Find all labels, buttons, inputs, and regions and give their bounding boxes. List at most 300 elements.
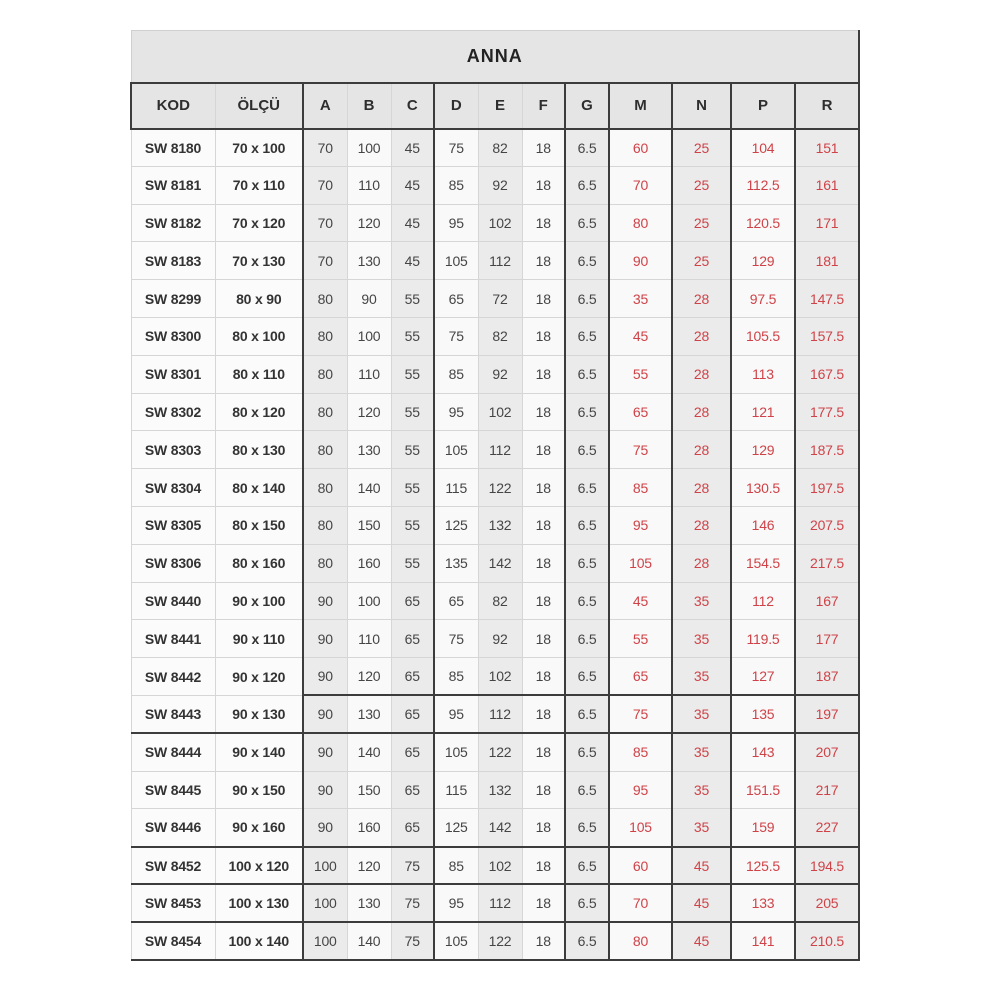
cell-d: 105 — [434, 242, 478, 280]
cell-g: 6.5 — [565, 204, 609, 242]
cell-m: 95 — [609, 771, 672, 809]
cell-n: 35 — [672, 809, 731, 847]
table-row — [131, 355, 859, 393]
cell-kod: SW 8442 — [131, 658, 215, 696]
cell-b: 90 — [347, 280, 391, 318]
cell-m: 70 — [609, 884, 672, 922]
table-row — [131, 771, 859, 809]
cell-m: 65 — [609, 658, 672, 696]
cell-p: 113 — [731, 355, 795, 393]
cell-f: 18 — [522, 204, 565, 242]
cell-olcu: 100 x 140 — [215, 922, 303, 960]
cell-olcu: 80 x 120 — [215, 393, 303, 431]
cell-d: 95 — [434, 204, 478, 242]
cell-n: 28 — [672, 469, 731, 507]
cell-a: 80 — [303, 506, 347, 544]
cell-e: 112 — [478, 695, 522, 733]
cell-c: 75 — [391, 884, 434, 922]
cell-r: 147.5 — [795, 280, 859, 318]
cell-b: 110 — [347, 166, 391, 204]
cell-g: 6.5 — [565, 469, 609, 507]
cell-c: 55 — [391, 355, 434, 393]
cell-olcu: 80 x 150 — [215, 506, 303, 544]
cell-f: 18 — [522, 506, 565, 544]
cell-r: 177 — [795, 620, 859, 658]
cell-p: 104 — [731, 129, 795, 167]
cell-d: 125 — [434, 506, 478, 544]
cell-m: 65 — [609, 393, 672, 431]
cell-r: 207.5 — [795, 506, 859, 544]
cell-b: 120 — [347, 204, 391, 242]
cell-f: 18 — [522, 922, 565, 960]
cell-r: 151 — [795, 129, 859, 167]
table-row — [131, 695, 859, 733]
cell-c: 65 — [391, 809, 434, 847]
table-row — [131, 884, 859, 922]
cell-olcu: 70 x 120 — [215, 204, 303, 242]
table-row — [131, 204, 859, 242]
cell-d: 95 — [434, 393, 478, 431]
cell-r: 197.5 — [795, 469, 859, 507]
cell-c: 65 — [391, 733, 434, 771]
cell-olcu: 90 x 160 — [215, 809, 303, 847]
cell-c: 55 — [391, 544, 434, 582]
cell-n: 45 — [672, 884, 731, 922]
cell-g: 6.5 — [565, 695, 609, 733]
cell-e: 102 — [478, 393, 522, 431]
cell-g: 6.5 — [565, 658, 609, 696]
cell-f: 18 — [522, 847, 565, 885]
column-header-g: G — [565, 83, 609, 129]
cell-g: 6.5 — [565, 355, 609, 393]
table-row — [131, 166, 859, 204]
cell-b: 130 — [347, 242, 391, 280]
cell-d: 85 — [434, 658, 478, 696]
cell-olcu: 90 x 150 — [215, 771, 303, 809]
cell-olcu: 90 x 140 — [215, 733, 303, 771]
cell-a: 80 — [303, 355, 347, 393]
cell-d: 65 — [434, 582, 478, 620]
cell-n: 35 — [672, 695, 731, 733]
cell-olcu: 70 x 130 — [215, 242, 303, 280]
column-header-a: A — [303, 83, 347, 129]
cell-f: 18 — [522, 129, 565, 167]
column-header-olcu: ÖLÇÜ — [215, 83, 303, 129]
cell-kod: SW 8182 — [131, 204, 215, 242]
cell-a: 80 — [303, 280, 347, 318]
cell-b: 140 — [347, 469, 391, 507]
cell-kod: SW 8181 — [131, 166, 215, 204]
cell-p: 127 — [731, 658, 795, 696]
cell-b: 110 — [347, 355, 391, 393]
cell-r: 167.5 — [795, 355, 859, 393]
cell-kod: SW 8452 — [131, 847, 215, 885]
cell-kod: SW 8444 — [131, 733, 215, 771]
cell-a: 70 — [303, 129, 347, 167]
cell-g: 6.5 — [565, 544, 609, 582]
cell-f: 18 — [522, 809, 565, 847]
cell-d: 95 — [434, 695, 478, 733]
cell-n: 28 — [672, 393, 731, 431]
cell-c: 65 — [391, 620, 434, 658]
cell-a: 90 — [303, 771, 347, 809]
cell-d: 75 — [434, 620, 478, 658]
cell-n: 28 — [672, 280, 731, 318]
cell-kod: SW 8302 — [131, 393, 215, 431]
cell-d: 115 — [434, 771, 478, 809]
cell-e: 82 — [478, 129, 522, 167]
table-row — [131, 431, 859, 469]
cell-g: 6.5 — [565, 620, 609, 658]
table-row — [131, 469, 859, 507]
cell-n: 28 — [672, 544, 731, 582]
cell-n: 25 — [672, 129, 731, 167]
cell-e: 132 — [478, 506, 522, 544]
cell-d: 135 — [434, 544, 478, 582]
cell-c: 65 — [391, 695, 434, 733]
cell-g: 6.5 — [565, 922, 609, 960]
cell-b: 100 — [347, 582, 391, 620]
cell-kod: SW 8454 — [131, 922, 215, 960]
cell-g: 6.5 — [565, 393, 609, 431]
cell-kod: SW 8443 — [131, 695, 215, 733]
table-row — [131, 242, 859, 280]
cell-kod: SW 8183 — [131, 242, 215, 280]
cell-m: 95 — [609, 506, 672, 544]
column-header-kod: KOD — [131, 83, 215, 129]
cell-g: 6.5 — [565, 809, 609, 847]
cell-c: 75 — [391, 847, 434, 885]
cell-kod: SW 8301 — [131, 355, 215, 393]
cell-e: 132 — [478, 771, 522, 809]
cell-n: 28 — [672, 431, 731, 469]
cell-b: 110 — [347, 620, 391, 658]
cell-p: 154.5 — [731, 544, 795, 582]
cell-g: 6.5 — [565, 884, 609, 922]
cell-f: 18 — [522, 317, 565, 355]
cell-b: 120 — [347, 393, 391, 431]
cell-m: 85 — [609, 733, 672, 771]
table-row — [131, 658, 859, 696]
cell-n: 35 — [672, 658, 731, 696]
cell-n: 25 — [672, 166, 731, 204]
cell-p: 159 — [731, 809, 795, 847]
cell-p: 130.5 — [731, 469, 795, 507]
cell-b: 150 — [347, 771, 391, 809]
cell-f: 18 — [522, 469, 565, 507]
cell-f: 18 — [522, 620, 565, 658]
cell-c: 55 — [391, 280, 434, 318]
cell-c: 65 — [391, 771, 434, 809]
cell-b: 120 — [347, 658, 391, 696]
cell-r: 187 — [795, 658, 859, 696]
cell-a: 100 — [303, 922, 347, 960]
cell-d: 85 — [434, 847, 478, 885]
table-row — [131, 317, 859, 355]
cell-c: 55 — [391, 393, 434, 431]
cell-olcu: 80 x 100 — [215, 317, 303, 355]
cell-b: 160 — [347, 544, 391, 582]
table-title: ANNA — [131, 31, 859, 83]
cell-olcu: 70 x 100 — [215, 129, 303, 167]
cell-e: 82 — [478, 582, 522, 620]
cell-f: 18 — [522, 884, 565, 922]
cell-n: 35 — [672, 582, 731, 620]
cell-f: 18 — [522, 771, 565, 809]
column-header-r: R — [795, 83, 859, 129]
table-row — [131, 809, 859, 847]
cell-e: 82 — [478, 317, 522, 355]
cell-b: 130 — [347, 695, 391, 733]
cell-c: 45 — [391, 242, 434, 280]
cell-n: 25 — [672, 242, 731, 280]
cell-kod: SW 8441 — [131, 620, 215, 658]
cell-g: 6.5 — [565, 129, 609, 167]
cell-m: 45 — [609, 317, 672, 355]
cell-e: 92 — [478, 620, 522, 658]
cell-g: 6.5 — [565, 506, 609, 544]
cell-p: 133 — [731, 884, 795, 922]
cell-r: 157.5 — [795, 317, 859, 355]
cell-n: 35 — [672, 733, 731, 771]
cell-b: 100 — [347, 129, 391, 167]
cell-m: 35 — [609, 280, 672, 318]
cell-d: 125 — [434, 809, 478, 847]
cell-a: 90 — [303, 658, 347, 696]
cell-m: 55 — [609, 355, 672, 393]
cell-a: 90 — [303, 620, 347, 658]
cell-a: 80 — [303, 431, 347, 469]
cell-e: 142 — [478, 544, 522, 582]
cell-g: 6.5 — [565, 582, 609, 620]
table-title-row — [131, 31, 859, 83]
cell-g: 6.5 — [565, 847, 609, 885]
cell-f: 18 — [522, 280, 565, 318]
cell-g: 6.5 — [565, 733, 609, 771]
cell-p: 112 — [731, 582, 795, 620]
cell-g: 6.5 — [565, 166, 609, 204]
cell-e: 122 — [478, 922, 522, 960]
cell-a: 90 — [303, 695, 347, 733]
cell-olcu: 80 x 90 — [215, 280, 303, 318]
cell-d: 115 — [434, 469, 478, 507]
cell-kod: SW 8304 — [131, 469, 215, 507]
table-row — [131, 582, 859, 620]
cell-e: 102 — [478, 658, 522, 696]
cell-n: 28 — [672, 355, 731, 393]
cell-f: 18 — [522, 695, 565, 733]
cell-f: 18 — [522, 431, 565, 469]
cell-m: 60 — [609, 847, 672, 885]
column-header-n: N — [672, 83, 731, 129]
cell-e: 112 — [478, 242, 522, 280]
column-header-m: M — [609, 83, 672, 129]
cell-r: 167 — [795, 582, 859, 620]
cell-p: 97.5 — [731, 280, 795, 318]
cell-e: 112 — [478, 884, 522, 922]
table-row — [131, 280, 859, 318]
cell-m: 90 — [609, 242, 672, 280]
cell-r: 187.5 — [795, 431, 859, 469]
cell-g: 6.5 — [565, 242, 609, 280]
cell-olcu: 80 x 140 — [215, 469, 303, 507]
cell-olcu: 70 x 110 — [215, 166, 303, 204]
cell-f: 18 — [522, 242, 565, 280]
cell-p: 129 — [731, 431, 795, 469]
cell-d: 65 — [434, 280, 478, 318]
cell-e: 112 — [478, 431, 522, 469]
cell-p: 151.5 — [731, 771, 795, 809]
cell-p: 146 — [731, 506, 795, 544]
cell-a: 90 — [303, 733, 347, 771]
cell-m: 80 — [609, 204, 672, 242]
cell-b: 120 — [347, 847, 391, 885]
cell-n: 45 — [672, 847, 731, 885]
column-header-b: B — [347, 83, 391, 129]
cell-p: 121 — [731, 393, 795, 431]
cell-e: 92 — [478, 166, 522, 204]
cell-b: 130 — [347, 431, 391, 469]
cell-a: 100 — [303, 884, 347, 922]
cell-olcu: 100 x 120 — [215, 847, 303, 885]
cell-olcu: 80 x 110 — [215, 355, 303, 393]
cell-a: 80 — [303, 393, 347, 431]
cell-b: 160 — [347, 809, 391, 847]
cell-r: 161 — [795, 166, 859, 204]
cell-kod: SW 8300 — [131, 317, 215, 355]
cell-a: 80 — [303, 469, 347, 507]
cell-c: 45 — [391, 166, 434, 204]
cell-g: 6.5 — [565, 431, 609, 469]
cell-kod: SW 8453 — [131, 884, 215, 922]
cell-a: 70 — [303, 204, 347, 242]
cell-a: 70 — [303, 166, 347, 204]
cell-kod: SW 8445 — [131, 771, 215, 809]
cell-f: 18 — [522, 393, 565, 431]
cell-f: 18 — [522, 166, 565, 204]
cell-p: 120.5 — [731, 204, 795, 242]
cell-c: 55 — [391, 317, 434, 355]
cell-c: 65 — [391, 582, 434, 620]
table-row — [131, 620, 859, 658]
cell-r: 181 — [795, 242, 859, 280]
cell-b: 140 — [347, 922, 391, 960]
cell-olcu: 80 x 160 — [215, 544, 303, 582]
cell-r: 227 — [795, 809, 859, 847]
cell-g: 6.5 — [565, 280, 609, 318]
cell-e: 122 — [478, 733, 522, 771]
cell-m: 85 — [609, 469, 672, 507]
cell-b: 100 — [347, 317, 391, 355]
cell-b: 130 — [347, 884, 391, 922]
cell-r: 217 — [795, 771, 859, 809]
cell-p: 112.5 — [731, 166, 795, 204]
cell-p: 119.5 — [731, 620, 795, 658]
cell-d: 85 — [434, 355, 478, 393]
cell-f: 18 — [522, 544, 565, 582]
cell-kod: SW 8299 — [131, 280, 215, 318]
cell-g: 6.5 — [565, 317, 609, 355]
cell-e: 102 — [478, 204, 522, 242]
cell-a: 90 — [303, 582, 347, 620]
column-header-e: E — [478, 83, 522, 129]
cell-kod: SW 8303 — [131, 431, 215, 469]
cell-b: 140 — [347, 733, 391, 771]
column-header-row — [131, 83, 859, 129]
cell-n: 28 — [672, 317, 731, 355]
table-row — [131, 129, 859, 167]
cell-n: 25 — [672, 204, 731, 242]
cell-p: 129 — [731, 242, 795, 280]
cell-kod: SW 8440 — [131, 582, 215, 620]
cell-r: 171 — [795, 204, 859, 242]
cell-c: 45 — [391, 129, 434, 167]
cell-f: 18 — [522, 658, 565, 696]
cell-kod: SW 8180 — [131, 129, 215, 167]
cell-n: 45 — [672, 922, 731, 960]
cell-e: 142 — [478, 809, 522, 847]
cell-d: 105 — [434, 431, 478, 469]
cell-b: 150 — [347, 506, 391, 544]
cell-p: 143 — [731, 733, 795, 771]
cell-f: 18 — [522, 355, 565, 393]
cell-m: 80 — [609, 922, 672, 960]
cell-p: 105.5 — [731, 317, 795, 355]
column-header-p: P — [731, 83, 795, 129]
cell-olcu: 100 x 130 — [215, 884, 303, 922]
cell-a: 80 — [303, 317, 347, 355]
cell-p: 141 — [731, 922, 795, 960]
cell-olcu: 90 x 130 — [215, 695, 303, 733]
column-header-d: D — [434, 83, 478, 129]
cell-m: 70 — [609, 166, 672, 204]
cell-e: 122 — [478, 469, 522, 507]
cell-kod: SW 8305 — [131, 506, 215, 544]
cell-kod: SW 8306 — [131, 544, 215, 582]
cell-c: 65 — [391, 658, 434, 696]
cell-a: 100 — [303, 847, 347, 885]
cell-d: 105 — [434, 922, 478, 960]
cell-olcu: 80 x 130 — [215, 431, 303, 469]
cell-c: 75 — [391, 922, 434, 960]
cell-m: 105 — [609, 809, 672, 847]
table-row — [131, 393, 859, 431]
cell-r: 205 — [795, 884, 859, 922]
cell-m: 75 — [609, 695, 672, 733]
table-row — [131, 506, 859, 544]
cell-c: 55 — [391, 431, 434, 469]
column-header-f: F — [522, 83, 565, 129]
cell-d: 85 — [434, 166, 478, 204]
cell-r: 197 — [795, 695, 859, 733]
cell-olcu: 90 x 120 — [215, 658, 303, 696]
cell-olcu: 90 x 100 — [215, 582, 303, 620]
cell-g: 6.5 — [565, 771, 609, 809]
cell-e: 102 — [478, 847, 522, 885]
cell-c: 55 — [391, 469, 434, 507]
table-row — [131, 847, 859, 885]
cell-r: 177.5 — [795, 393, 859, 431]
cell-m: 55 — [609, 620, 672, 658]
cell-a: 80 — [303, 544, 347, 582]
cell-e: 72 — [478, 280, 522, 318]
cell-olcu: 90 x 110 — [215, 620, 303, 658]
cell-f: 18 — [522, 582, 565, 620]
cell-r: 210.5 — [795, 922, 859, 960]
spec-table — [130, 30, 860, 961]
cell-n: 35 — [672, 771, 731, 809]
cell-a: 90 — [303, 809, 347, 847]
